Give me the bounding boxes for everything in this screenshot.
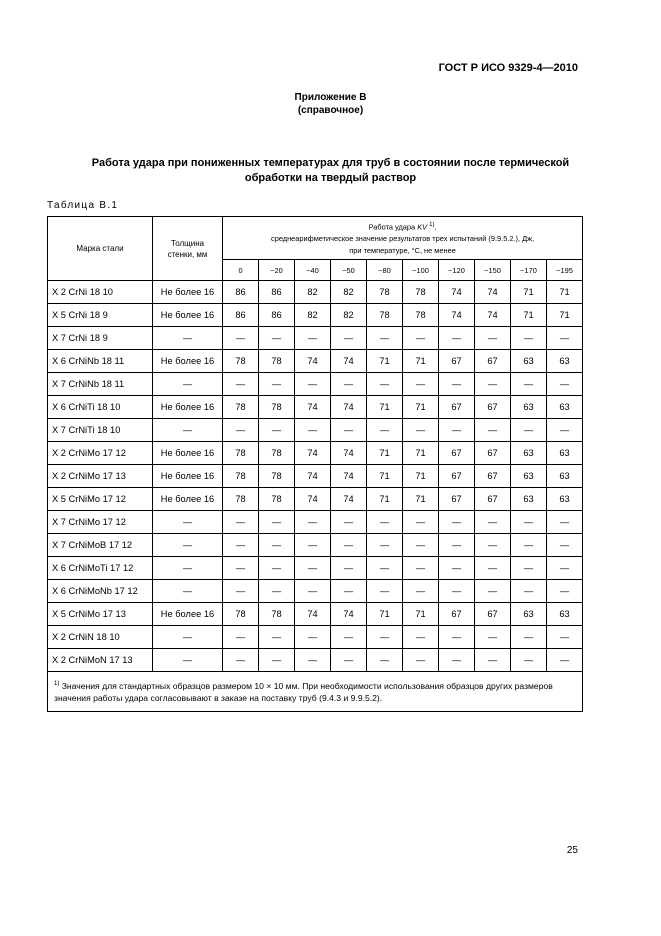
- impact-value-cell: 67: [475, 465, 511, 488]
- document-code: ГОСТ Р ИСО 9329-4—2010: [438, 62, 578, 74]
- document-title: [0, 156, 661, 186]
- impact-value-cell: —: [439, 534, 475, 557]
- steel-grade-cell: X 7 CrNiMo 17 12: [48, 511, 153, 534]
- impact-value-cell: 82: [331, 304, 367, 327]
- table-row: [48, 373, 583, 396]
- impact-value-cell: —: [331, 419, 367, 442]
- impact-value-cell: 71: [547, 304, 583, 327]
- impact-value-cell: —: [259, 626, 295, 649]
- impact-value-cell: —: [439, 419, 475, 442]
- impact-value-cell: 67: [439, 396, 475, 419]
- impact-value-cell: 74: [295, 603, 331, 626]
- impact-value-cell: —: [475, 511, 511, 534]
- impact-value-cell: 71: [367, 350, 403, 373]
- impact-value-cell: —: [331, 511, 367, 534]
- impact-value-cell: 78: [403, 281, 439, 304]
- footnote-text: Значения для стандартных образцов размером 10 × 10 мм. При необходимости использования образцов других размеров значения работы удара согласовывают в заказе на поставку труб (9.4.3 и 9.9.5.2).: [54, 681, 553, 704]
- impact-value-cell: 82: [295, 281, 331, 304]
- steel-grade-cell: X 6 CrNiMoTi 17 12: [48, 557, 153, 580]
- impact-value-cell: 74: [331, 603, 367, 626]
- impact-value-cell: 63: [547, 465, 583, 488]
- impact-value-cell: 74: [475, 304, 511, 327]
- impact-value-cell: —: [223, 649, 259, 672]
- impact-value-cell: 78: [259, 350, 295, 373]
- impact-value-cell: —: [439, 511, 475, 534]
- table-row: [48, 304, 583, 327]
- column-header-thickness: [153, 217, 223, 281]
- temperature-header-cell: −100: [403, 260, 439, 281]
- impact-value-cell: 67: [439, 442, 475, 465]
- impact-value-cell: 78: [223, 350, 259, 373]
- impact-value-cell: —: [439, 580, 475, 603]
- impact-value-cell: 86: [223, 304, 259, 327]
- impact-value-cell: —: [331, 373, 367, 396]
- impact-value-cell: —: [547, 626, 583, 649]
- impact-value-cell: —: [367, 511, 403, 534]
- impact-value-cell: —: [295, 626, 331, 649]
- table-row: [48, 350, 583, 373]
- impact-value-cell: 71: [403, 603, 439, 626]
- impact-value-cell: —: [403, 534, 439, 557]
- document-title-line1: Работа удара при пониженных температурах для труб в состоянии после термической: [91, 157, 570, 169]
- table-row: [48, 626, 583, 649]
- wall-thickness-cell: —: [153, 511, 223, 534]
- steel-grade-cell: X 2 CrNi 18 10: [48, 281, 153, 304]
- impact-value-cell: 71: [403, 442, 439, 465]
- impact-value-cell: 67: [439, 465, 475, 488]
- annex-heading: [0, 91, 661, 117]
- impact-value-cell: 71: [547, 281, 583, 304]
- impact-value-cell: 63: [547, 396, 583, 419]
- impact-value-cell: —: [403, 511, 439, 534]
- impact-value-cell: 71: [367, 465, 403, 488]
- table-label: Таблица В.1: [47, 200, 119, 211]
- impact-value-cell: —: [511, 649, 547, 672]
- impact-value-cell: 82: [295, 304, 331, 327]
- impact-value-cell: —: [511, 373, 547, 396]
- table-footnote: [48, 672, 583, 712]
- impact-value-cell: 67: [475, 488, 511, 511]
- temperature-header-cell: −170: [511, 260, 547, 281]
- impact-value-cell: 78: [367, 304, 403, 327]
- steel-grade-cell: X 7 CrNi 18 9: [48, 327, 153, 350]
- table-row: [48, 396, 583, 419]
- impact-value-cell: —: [547, 327, 583, 350]
- impact-value-cell: —: [367, 557, 403, 580]
- table-row: [48, 488, 583, 511]
- impact-value-cell: —: [223, 557, 259, 580]
- temperature-header-cell: 0: [223, 260, 259, 281]
- steel-grade-cell: X 6 CrNiTi 18 10: [48, 396, 153, 419]
- impact-value-cell: 67: [475, 350, 511, 373]
- impact-value-cell: —: [547, 534, 583, 557]
- wall-thickness-cell: —: [153, 419, 223, 442]
- impact-value-cell: —: [295, 649, 331, 672]
- temperature-header-cell: −50: [331, 260, 367, 281]
- wall-thickness-cell: —: [153, 649, 223, 672]
- impact-value-cell: —: [367, 327, 403, 350]
- table-row: [48, 281, 583, 304]
- impact-value-cell: 82: [331, 281, 367, 304]
- impact-value-cell: 71: [403, 465, 439, 488]
- impact-value-cell: —: [223, 511, 259, 534]
- impact-value-cell: 63: [547, 350, 583, 373]
- impact-value-cell: 74: [295, 488, 331, 511]
- impact-work-suffix: ,: [434, 222, 437, 232]
- impact-value-cell: —: [403, 626, 439, 649]
- annex-subtitle: (справочное): [297, 105, 364, 116]
- impact-value-cell: —: [295, 373, 331, 396]
- impact-value-cell: 78: [259, 396, 295, 419]
- impact-value-cell: 78: [259, 488, 295, 511]
- impact-value-cell: 78: [223, 603, 259, 626]
- annex-title: Приложение В: [294, 92, 367, 103]
- impact-value-cell: —: [331, 580, 367, 603]
- wall-thickness-cell: Не более 16: [153, 442, 223, 465]
- impact-value-cell: —: [367, 534, 403, 557]
- steel-grade-cell: X 5 CrNiMo 17 12: [48, 488, 153, 511]
- steel-grade-cell: X 7 CrNiMoB 17 12: [48, 534, 153, 557]
- impact-value-cell: —: [547, 557, 583, 580]
- impact-value-cell: 78: [223, 396, 259, 419]
- impact-value-cell: —: [475, 649, 511, 672]
- wall-thickness-cell: Не более 16: [153, 465, 223, 488]
- impact-value-cell: —: [223, 580, 259, 603]
- impact-value-cell: —: [511, 626, 547, 649]
- impact-value-cell: —: [223, 626, 259, 649]
- temperature-header-cell: −20: [259, 260, 295, 281]
- impact-value-cell: 86: [223, 281, 259, 304]
- temperature-header-cell: −150: [475, 260, 511, 281]
- impact-value-cell: —: [367, 626, 403, 649]
- impact-work-line1: [225, 219, 580, 233]
- wall-thickness-cell: —: [153, 327, 223, 350]
- impact-work-kv: KV: [417, 222, 428, 232]
- impact-value-cell: —: [439, 626, 475, 649]
- temperature-header-cell: −120: [439, 260, 475, 281]
- impact-value-cell: —: [331, 327, 367, 350]
- impact-value-cell: 74: [439, 304, 475, 327]
- impact-value-cell: 63: [511, 350, 547, 373]
- impact-value-cell: 74: [331, 465, 367, 488]
- page-number: 25: [566, 845, 578, 856]
- temperature-header-cell: −80: [367, 260, 403, 281]
- impact-value-cell: 74: [295, 350, 331, 373]
- table-row: [48, 327, 583, 350]
- steel-grade-cell: X 7 CrNiNb 18 11: [48, 373, 153, 396]
- impact-work-table: [47, 216, 583, 712]
- impact-value-cell: —: [259, 511, 295, 534]
- footnote-marker: 1): [54, 681, 60, 688]
- impact-value-cell: —: [223, 419, 259, 442]
- impact-value-cell: 86: [259, 281, 295, 304]
- impact-value-cell: 71: [367, 396, 403, 419]
- impact-value-cell: —: [259, 649, 295, 672]
- impact-value-cell: —: [367, 419, 403, 442]
- impact-value-cell: —: [295, 580, 331, 603]
- impact-value-cell: —: [331, 649, 367, 672]
- impact-value-cell: 63: [511, 465, 547, 488]
- impact-value-cell: —: [547, 580, 583, 603]
- impact-value-cell: —: [403, 557, 439, 580]
- table-body: [48, 281, 583, 672]
- table-row: [48, 511, 583, 534]
- impact-value-cell: —: [367, 580, 403, 603]
- impact-value-cell: —: [439, 327, 475, 350]
- wall-thickness-cell: Не более 16: [153, 488, 223, 511]
- impact-value-cell: —: [511, 557, 547, 580]
- impact-value-cell: 71: [367, 603, 403, 626]
- wall-thickness-cell: Не более 16: [153, 304, 223, 327]
- impact-value-cell: —: [403, 419, 439, 442]
- wall-thickness-cell: —: [153, 373, 223, 396]
- wall-thickness-cell: —: [153, 580, 223, 603]
- impact-value-cell: 71: [403, 396, 439, 419]
- table-row: [48, 442, 583, 465]
- impact-work-prefix: Работа удара: [368, 222, 418, 232]
- impact-value-cell: 71: [403, 350, 439, 373]
- impact-value-cell: —: [259, 419, 295, 442]
- steel-grade-cell: X 2 CrNiMo 17 13: [48, 465, 153, 488]
- steel-grade-cell: X 2 CrNiMo 17 12: [48, 442, 153, 465]
- impact-value-cell: 71: [403, 488, 439, 511]
- impact-value-cell: —: [223, 534, 259, 557]
- impact-value-cell: 63: [547, 603, 583, 626]
- impact-value-cell: 67: [475, 442, 511, 465]
- impact-value-cell: 71: [511, 281, 547, 304]
- impact-value-cell: 74: [295, 442, 331, 465]
- impact-value-cell: —: [223, 327, 259, 350]
- impact-value-cell: 78: [259, 442, 295, 465]
- wall-thickness-cell: Не более 16: [153, 396, 223, 419]
- impact-value-cell: 71: [511, 304, 547, 327]
- impact-value-cell: —: [475, 534, 511, 557]
- wall-thickness-cell: —: [153, 626, 223, 649]
- impact-value-cell: 67: [439, 488, 475, 511]
- impact-value-cell: —: [367, 373, 403, 396]
- impact-value-cell: —: [295, 557, 331, 580]
- impact-value-cell: —: [511, 511, 547, 534]
- wall-thickness-cell: Не более 16: [153, 281, 223, 304]
- impact-value-cell: —: [475, 373, 511, 396]
- impact-value-cell: —: [331, 557, 367, 580]
- impact-value-cell: 74: [331, 350, 367, 373]
- column-header-thickness-line2: стенки, мм: [167, 249, 208, 259]
- impact-work-footnote-ref: 1): [429, 222, 435, 228]
- impact-value-cell: —: [295, 327, 331, 350]
- impact-value-cell: —: [475, 327, 511, 350]
- impact-value-cell: 78: [223, 442, 259, 465]
- wall-thickness-cell: —: [153, 557, 223, 580]
- impact-value-cell: 86: [259, 304, 295, 327]
- impact-value-cell: 67: [439, 350, 475, 373]
- impact-value-cell: —: [475, 626, 511, 649]
- document-title-line2: обработки на твердый раствор: [244, 172, 417, 184]
- impact-value-cell: —: [511, 580, 547, 603]
- impact-value-cell: 78: [223, 465, 259, 488]
- table-row: [48, 649, 583, 672]
- impact-value-cell: —: [547, 649, 583, 672]
- impact-value-cell: —: [439, 557, 475, 580]
- impact-value-cell: 67: [439, 603, 475, 626]
- steel-grade-cell: X 7 CrNiTi 18 10: [48, 419, 153, 442]
- impact-work-line3: при температуре, °С, не менее: [349, 246, 456, 256]
- impact-value-cell: —: [331, 626, 367, 649]
- impact-value-cell: —: [367, 649, 403, 672]
- impact-value-cell: —: [511, 419, 547, 442]
- impact-value-cell: 63: [511, 603, 547, 626]
- impact-value-cell: —: [439, 649, 475, 672]
- impact-value-cell: —: [475, 557, 511, 580]
- impact-value-cell: 74: [295, 396, 331, 419]
- impact-value-cell: —: [403, 580, 439, 603]
- impact-value-cell: —: [259, 327, 295, 350]
- table-row: [48, 557, 583, 580]
- impact-value-cell: —: [547, 511, 583, 534]
- table-row: [48, 534, 583, 557]
- impact-value-cell: —: [547, 419, 583, 442]
- impact-value-cell: —: [259, 373, 295, 396]
- column-header-thickness-line1: Толщина: [170, 238, 205, 248]
- column-header-grade: Марка стали: [48, 217, 153, 281]
- table-row: [48, 465, 583, 488]
- steel-grade-cell: X 2 CrNiN 18 10: [48, 626, 153, 649]
- impact-value-cell: —: [547, 373, 583, 396]
- impact-value-cell: 74: [295, 465, 331, 488]
- impact-value-cell: 74: [439, 281, 475, 304]
- steel-grade-cell: X 6 CrNiNb 18 11: [48, 350, 153, 373]
- impact-value-cell: —: [439, 373, 475, 396]
- temperature-header-cell: −195: [547, 260, 583, 281]
- impact-value-cell: 63: [511, 396, 547, 419]
- wall-thickness-cell: Не более 16: [153, 350, 223, 373]
- impact-value-cell: 63: [511, 488, 547, 511]
- impact-value-cell: 74: [475, 281, 511, 304]
- impact-value-cell: 78: [259, 465, 295, 488]
- wall-thickness-cell: —: [153, 534, 223, 557]
- impact-value-cell: —: [295, 511, 331, 534]
- table-row: [48, 580, 583, 603]
- table-row: [48, 603, 583, 626]
- impact-value-cell: —: [475, 580, 511, 603]
- impact-value-cell: 71: [367, 442, 403, 465]
- impact-value-cell: —: [331, 534, 367, 557]
- impact-value-cell: 74: [331, 442, 367, 465]
- impact-value-cell: 74: [331, 488, 367, 511]
- impact-value-cell: 67: [475, 603, 511, 626]
- impact-value-cell: 63: [547, 488, 583, 511]
- impact-value-cell: 78: [367, 281, 403, 304]
- impact-value-cell: —: [511, 327, 547, 350]
- impact-value-cell: 67: [475, 396, 511, 419]
- impact-value-cell: —: [259, 557, 295, 580]
- impact-value-cell: —: [223, 373, 259, 396]
- impact-value-cell: 78: [403, 304, 439, 327]
- impact-value-cell: 78: [259, 603, 295, 626]
- wall-thickness-cell: Не более 16: [153, 603, 223, 626]
- impact-value-cell: —: [259, 580, 295, 603]
- impact-value-cell: 74: [331, 396, 367, 419]
- impact-value-cell: —: [295, 534, 331, 557]
- table-row: [48, 419, 583, 442]
- impact-value-cell: —: [295, 419, 331, 442]
- steel-grade-cell: X 6 CrNiMoNb 17 12: [48, 580, 153, 603]
- impact-value-cell: 63: [547, 442, 583, 465]
- impact-value-cell: —: [403, 327, 439, 350]
- impact-value-cell: 71: [367, 488, 403, 511]
- impact-value-cell: 63: [511, 442, 547, 465]
- impact-value-cell: —: [475, 419, 511, 442]
- impact-work-line2: среднеарифметическое значение результатов трех испытаний (9.9.5.2.), Дж,: [271, 234, 535, 244]
- steel-grade-cell: X 5 CrNiMo 17 13: [48, 603, 153, 626]
- impact-value-cell: —: [511, 534, 547, 557]
- temperature-header-cell: −40: [295, 260, 331, 281]
- column-header-impact-work: [223, 217, 583, 260]
- steel-grade-cell: X 5 CrNi 18 9: [48, 304, 153, 327]
- impact-value-cell: —: [403, 373, 439, 396]
- impact-value-cell: 78: [223, 488, 259, 511]
- impact-value-cell: —: [259, 534, 295, 557]
- impact-value-cell: —: [403, 649, 439, 672]
- steel-grade-cell: X 2 CrNiMoN 17 13: [48, 649, 153, 672]
